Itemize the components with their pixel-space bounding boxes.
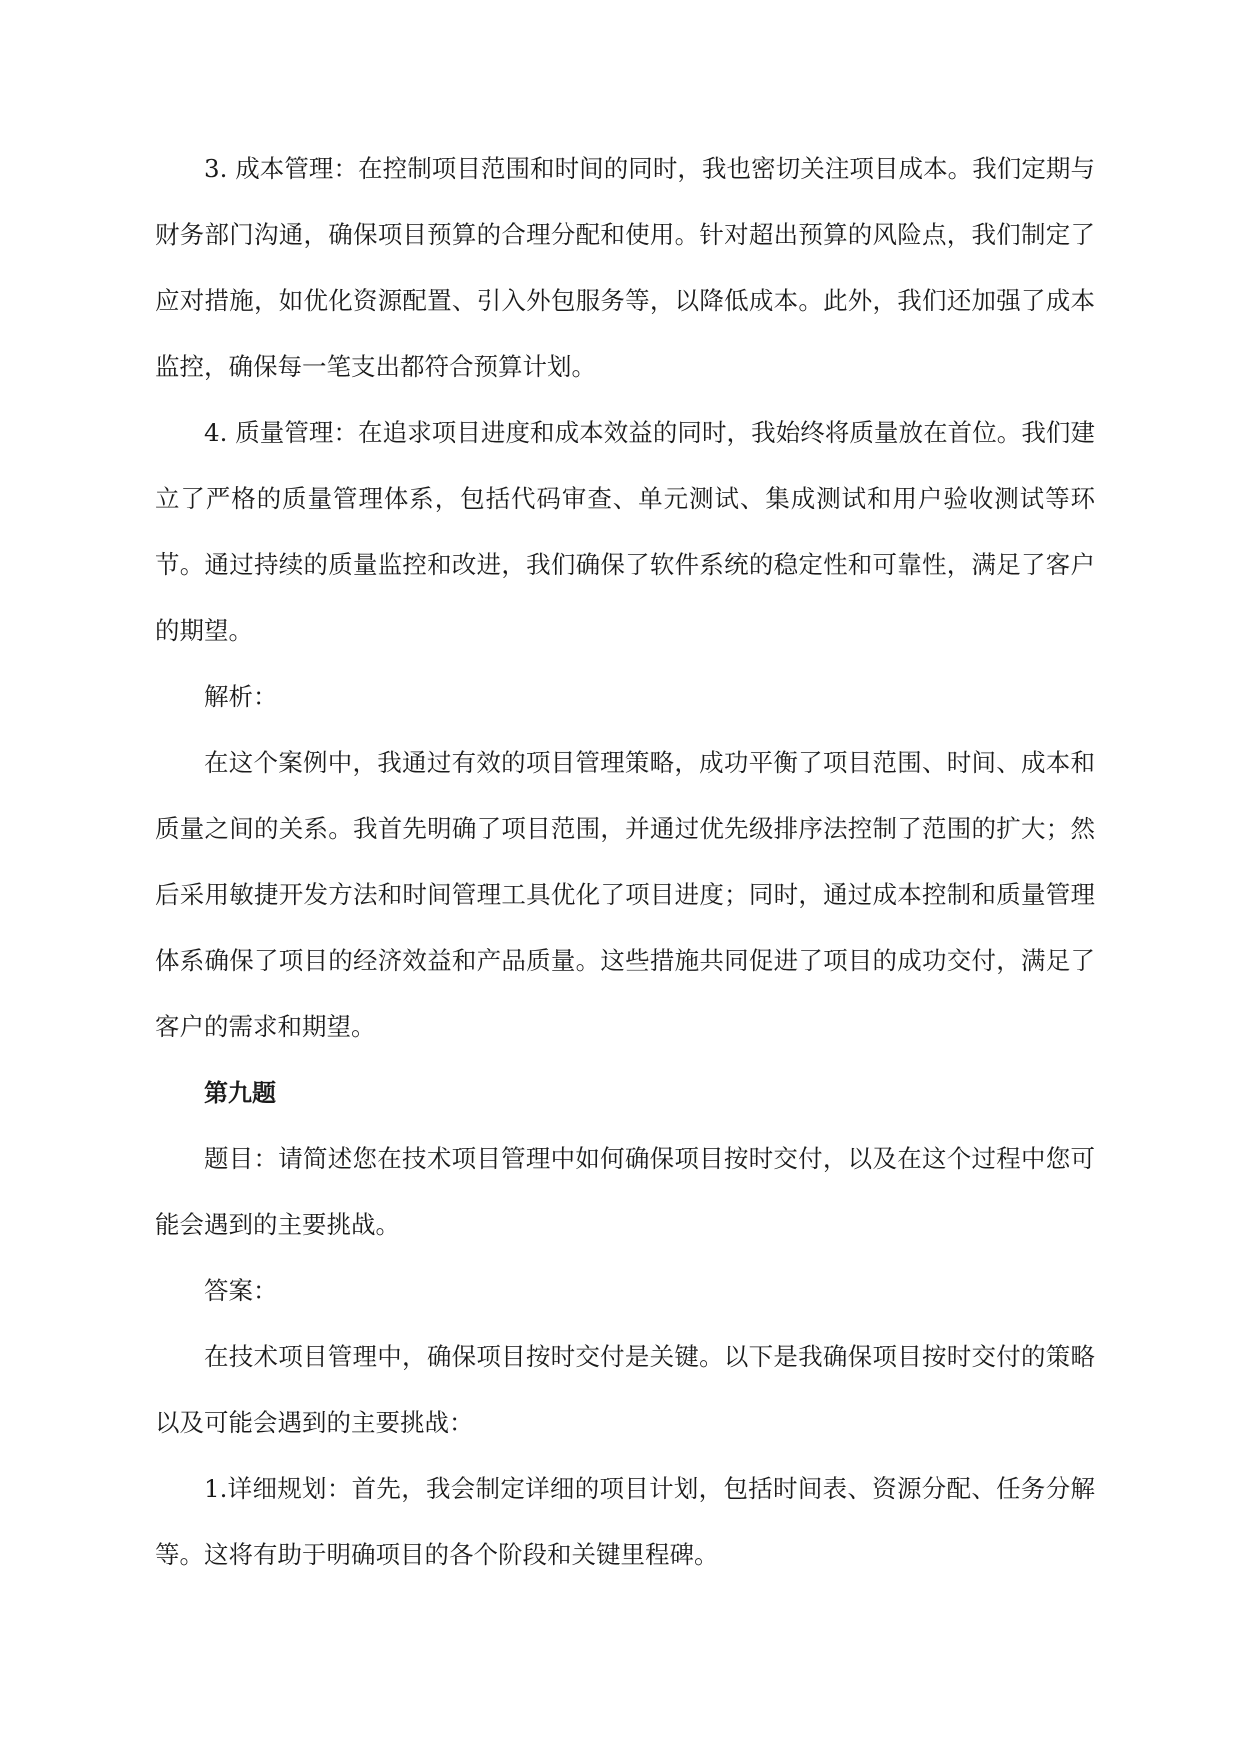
paragraph-analysis-body: 在这个案例中，我通过有效的项目管理策略，成功平衡了项目范围、时间、成本和质量之间的关系。我首先明确了项目范围，并通过优先级排序法控制了范围的扩大；然后采用敏捷开发方法和时间管理工具优化了项目进度；同时，通过成本控制和质量管理体系确保了项目的经济效益和产品质量。这些措施共同促进了项目的成功交付，满足了客户的需求和期望。 xyxy=(155,748,1095,1041)
paragraph-quality-management: 4. 质量管理：在追求项目进度和成本效益的同时，我始终将质量放在首位。我们建立了严格的质量管理体系，包括代码审查、单元测试、集成测试和用户验收测试等环节。通过持续的质量监控和改进，我们确保了软件系统的稳定性和可靠性，满足了客户的期望。 xyxy=(155,418,1095,645)
paragraph-analysis-label: 解析： xyxy=(204,682,278,711)
paragraph-cost-management: 3. 成本管理：在控制项目范围和时间的同时，我也密切关注项目成本。我们定期与财务部门沟通，确保项目预算的合理分配和使用。针对超出预算的风险点，我们制定了应对措施，如优化资源配置、引入外包服务等，以降低成本。此外，我们还加强了成本监控，确保每一笔支出都符合预算计划。 xyxy=(155,154,1095,381)
paragraph-answer-intro: 在技术项目管理中，确保项目按时交付是关键。以下是我确保项目按时交付的策略以及可能会遇到的主要挑战： xyxy=(155,1342,1095,1437)
paragraph-answer-label: 答案： xyxy=(204,1276,278,1305)
paragraph-question: 题目：请简述您在技术项目管理中如何确保项目按时交付，以及在这个过程中您可能会遇到的主要挑战。 xyxy=(155,1144,1095,1239)
document-body xyxy=(155,136,1095,1588)
section-heading-question-nine: 第九题 xyxy=(204,1079,276,1107)
paragraph-detailed-planning: 1.详细规划：首先，我会制定详细的项目计划，包括时间表、资源分配、任务分解等。这将有助于明确项目的各个阶段和关键里程碑。 xyxy=(155,1474,1095,1569)
